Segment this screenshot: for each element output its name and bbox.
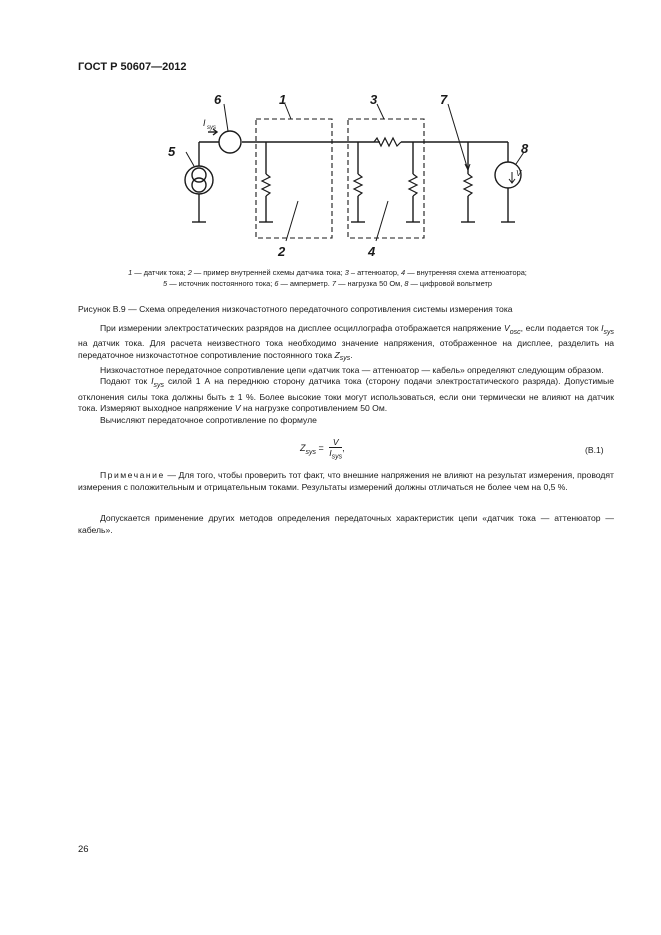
page-number: 26 [78,844,89,855]
figure-caption: Рисунок В.9 — Схема определения низкочастотного передаточного сопротивления системы измерения тока [78,304,513,314]
note-block [78,470,614,493]
document-header: ГОСТ Р 50607—2012 [78,61,187,73]
label-1: 1 [279,92,287,107]
body-text-block-2 [78,513,614,536]
figure-legend [70,267,585,289]
label-4: 4 [368,244,376,259]
label-8: 8 [521,141,529,156]
legend-line-1: 1 — датчик тока; 2 — пример внутренней схемы датчика тока; 3 – аттенюатор, 4 — внутренняя схема аттенюатора; [128,268,527,277]
voltmeter-v-label: V [516,169,522,178]
equation-number: (В.1) [585,445,604,455]
formula-b1: $Z_{sys}$ = $\frac{V}{I_{sys}}$ , [300,437,345,461]
label-7: 7 [440,92,448,107]
legend-line-2: 5 — источник постоянного тока; 6 — амперметр. 7 — нагрузка 50 Ом, 8 — цифровой вольтметр [163,279,492,288]
paragraph-1: При измерении электростатических разрядов на дисплее осциллографа отображается напряжение $V_{osc}$, если подается ток $I_{sys}$ на датчик тока. Для расчета неизвестного тока необходимо значение напряжения, отображенное на дисплее, разделить на передаточное низкочастотное сопротивление постоянного тока $Z_{sys}$. [78,323,615,363]
label-6: 6 [214,92,222,107]
paragraph-3: Подают ток $I_{sys}$ силой 1 А на переднюю сторону датчика тока (сторону подачи электростатического разряда). Допустимые отклонения силы тока должны быть ± 1 %. Более высокие токи могут использоваться, если они термически не влияют на датчик тока. Измеряют выходное напряжение V на нагрузке сопротивлением 50 Ом. [78,376,614,414]
circuit-diagram [150,86,550,261]
label-3: 3 [370,92,378,107]
note-paragraph: Примечание — Для того, чтобы проверить тот факт, что внешние напряжения не влияют на результат измерения, проводят измерения с положительным и отрицательным токами. Результаты измерений должны отличаться не более чем на 0,5 %. [78,470,614,492]
paragraph-5: Допускается применение других методов определения передаточных характеристик цепи «датчик тока — аттенюатор — кабель». [78,513,614,535]
isys-label: I [203,118,206,128]
body-text-block-1 [78,323,614,426]
label-5: 5 [168,144,176,159]
paragraph-2: Низкочастотное передаточное сопротивление цепи «датчик тока — аттенюатор — кабель» определяют следующим образом. [100,364,604,375]
label-2: 2 [278,244,286,259]
isys-sub: sys [207,125,216,131]
paragraph-4: Вычисляют передаточное сопротивление по формуле [100,414,317,425]
